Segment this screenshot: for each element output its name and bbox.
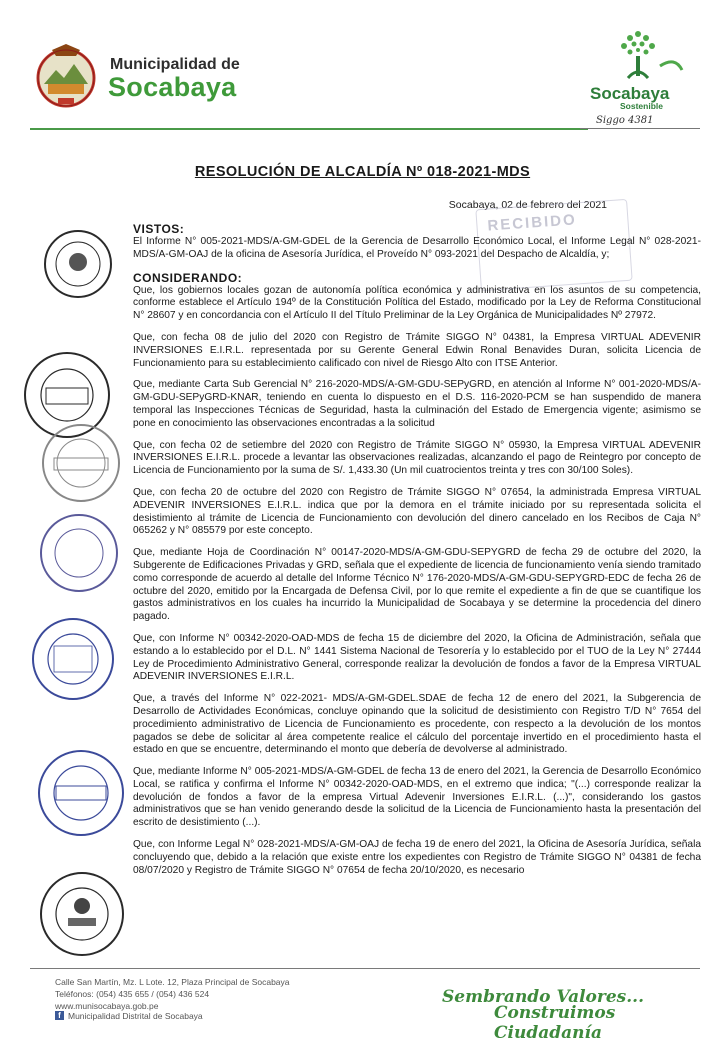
vistos-heading: VISTOS: bbox=[133, 222, 185, 236]
seal-gerencia-desarrollo bbox=[30, 616, 116, 702]
footer-website[interactable]: www.munisocabaya.gob.pe bbox=[55, 1001, 159, 1011]
received-stamp-text: RECIBIDO bbox=[486, 211, 578, 235]
slogan-line-1: Sembrando Valores... bbox=[442, 987, 644, 1007]
handwritten-note: Siggo 4381 bbox=[596, 115, 654, 126]
municipality-crest-icon bbox=[30, 40, 102, 112]
footer-divider bbox=[30, 968, 700, 969]
document-body bbox=[133, 222, 701, 881]
considerando-paragraph-8: Que, a través del Informe N° 022-2021- MDS/A-GM-GDEL.SDAE de fecha 12 de enero del 2021, la Subgerencia de Desarrollo de Actividades Económicas, concluye opinando que la solicitud de desistimiento con Registro T/D N° 7654 del procedimiento administrativo de Licencia de Funcionamiento es procedente, con respecto a la devolución de los montos pagados se debe de solicitar al área competente realice el cálculo del porcentaje invertido en el procedimiento hasta el estado en que se encuentre, determinando el monto que debería de devolverse al administrado. bbox=[133, 693, 701, 756]
seal-alcaldia bbox=[42, 228, 114, 300]
considerando-paragraph-10: Que, con Informe Legal N° 028-2021-MDS/A-GM-OAJ de fecha 19 de enero del 2021, la Oficina de Asesoría Jurídica, señala concluyendo que, debido a la relación que existe entre los expedientes con Registro de Trámite SIGGO N° 04381 de fecha 08/07/2020 y Registro de Trámite SIGGO N° 07654 de fecha 20/10/2020, es necesario bbox=[133, 839, 701, 876]
considerando-heading: CONSIDERANDO: bbox=[133, 270, 243, 285]
considerando-paragraph-7: Que, con Informe N° 00342-2020-OAD-MDS de fecha 15 de diciembre del 2020, la Oficina de Administración, señala que estando a lo establecido por el D.L. N° 1441 Sistema Nacional de Tesorería y lo establecido por el TUO de la Ley N° 27444 Ley de Procedimiento Administrativo General, corresponde realizar la devolución de fondos a favor de la Empresa VIRTUAL ADEVENIR INVERSIONES E.I.R.L. bbox=[133, 632, 701, 683]
considerando-paragraph-4: Que, con fecha 02 de setiembre del 2020 con Registro de Trámite SIGGO N° 05930, la Empresa VIRTUAL ADEVENIR INVERSIONES E.I.R.L. procede a levantar las observaciones realizadas, alcanzando el pago de Reintegro por concepto de Licencia de Funcionamiento por la suma de S/. 1,433.30 (Un mil cuatrocientos treinta y tres con 30/100 Soles). bbox=[133, 439, 701, 477]
considerando-paragraph-1: Que, los gobiernos locales gozan de autonomía política económica y administrativa en los asuntos de su competencia, conforme establece el Artículo 194º de la Constitución Política del Estado, modificado por la Ley de Reforma Constitucional N° 28607 y en concordancia con el Artículo II del Título Preliminar de la Ley Orgánica de Municipalidades Nº 27972. bbox=[133, 284, 701, 322]
considerando-paragraph-5: Que, con fecha 20 de octubre del 2020 con Registro de Trámite SIGGO N° 07654, la administrada Empresa VIRTUAL ADEVENIR INVERSIONES E.I.R.L. indica que por la demora en el trámite iniciado por su representada solicita el desistimiento al trámite de Licencia de Funcionamiento con devolución del dinero cancelado en los Recibos de Caja N° 065262 y N° 085579 por este concepto. bbox=[133, 486, 701, 537]
considerando-paragraph-9: Que, mediante Informe N° 005-2021-MDS/A-GM-GDEL de fecha 13 de enero del 2021, la Gerencia de Desarrollo Económico Local, se ratifica y confirma el Informe N° 00342-2020-OAD-MDS, en el extremo que indica; "(...) corresponde realizar la devolución de fondos a favor de la empresa Virtual Adevenir Inversiones E.I.R.L. (...)", considerando los gastos administrativos que se han venido generando desde la solicitud de la Licencia de Funcionamiento hasta la presentación del escrito de desistimiento (...). bbox=[133, 766, 701, 829]
municipality-name: Socabaya bbox=[108, 72, 237, 102]
brand-subtitle: Sostenible bbox=[620, 101, 663, 111]
considerando-paragraph-6: Que, mediante Hoja de Coordinación N° 00147-2020-MDS/A-GM-GDU-SEPYGRD de fecha 29 de octubre del 2020, la Subgerente de Edificaciones Privadas y GRD, señala que el expediente de licencia de funcionamiento venía siendo tramitado como corresponde de acuerdo al detalle del Informe Técnico N° 176-2020-MDS/A-GM-GDU-SEPYGRD-EDC de fecha 26 de octubre del 2020, emitido por la Encargada de Defensa Civil, por lo que remite el expediente a fin de que se cuantifique los gastos administrativos en los cuales ha incurrido la Municipalidad de Socabaya y se determine la procedencia del dinero pagado. bbox=[133, 547, 701, 623]
seal-secretaria-general bbox=[36, 748, 126, 838]
resolution-title: RESOLUCIÓN DE ALCALDÍA Nº 018-2021-MDS bbox=[194, 164, 531, 180]
document-date: Socabaya, 02 de febrero del 2021 bbox=[448, 199, 607, 211]
footer-address: Calle San Martín, Mz. L Lote. 12, Plaza Principal de Socabaya bbox=[55, 977, 290, 987]
facebook-icon[interactable]: f bbox=[55, 1011, 64, 1020]
footer-phones: Teléfonos: (054) 435 655 / (054) 436 524 bbox=[55, 989, 210, 999]
header-divider-secondary bbox=[580, 128, 700, 129]
seal-socabaya-arequipa bbox=[38, 870, 126, 958]
considerando-paragraph-2: Que, con fecha 08 de julio del 2020 con Registro de Trámite SIGGO N° 04381, la Empresa VIRTUAL ADEVENIR INVERSIONES E.I.R.L. representada por su Gerente General Edwin Ronal Benavides Duran, solicita Licencia de Funcionamiento para su establecimiento calificado con nivel de Riesgo Alto con ITSE Anterior. bbox=[133, 331, 701, 369]
vistos-paragraph: El Informe N° 005-2021-MDS/A-GM-GDEL de la Gerencia de Desarrollo Económico Local, el Informe Legal N° 028-2021-MDS/A-GM-OAJ de la oficina de Asesoría Jurídica, el Proveído N° 093-2021 del Despacho de Alcaldía, y; bbox=[133, 236, 701, 260]
brand-name: Socabaya bbox=[590, 84, 670, 103]
header-divider bbox=[30, 128, 588, 130]
footer-facebook[interactable]: Municipalidad Distrital de Socabaya bbox=[68, 1011, 203, 1021]
slogan-line-2: Construimos Ciudadanía bbox=[494, 1003, 616, 1043]
seal-administracion bbox=[40, 422, 122, 504]
considerando-paragraph-3: Que, mediante Carta Sub Gerencial N° 216-2020-MDS/A-GM-GDU-SEPyGRD, en atención al Informe N° 001-2020-MDS/A-GM-GDU-SEPyGRD-KNAR, teniendo en cuenta lo dispuesto en el D.S. 116-2020-PCM se han suspendido de manera temporal las Inspecciones Técnicas de Seguridad, hasta la culminación del Estado de Emergencia vigente; asimismo se pone en conocimiento las observaciones encontradas a la solicitud bbox=[133, 379, 701, 429]
seal-asesoria-juridica bbox=[38, 512, 120, 594]
municipality-label: Municipalidad de bbox=[110, 56, 240, 73]
